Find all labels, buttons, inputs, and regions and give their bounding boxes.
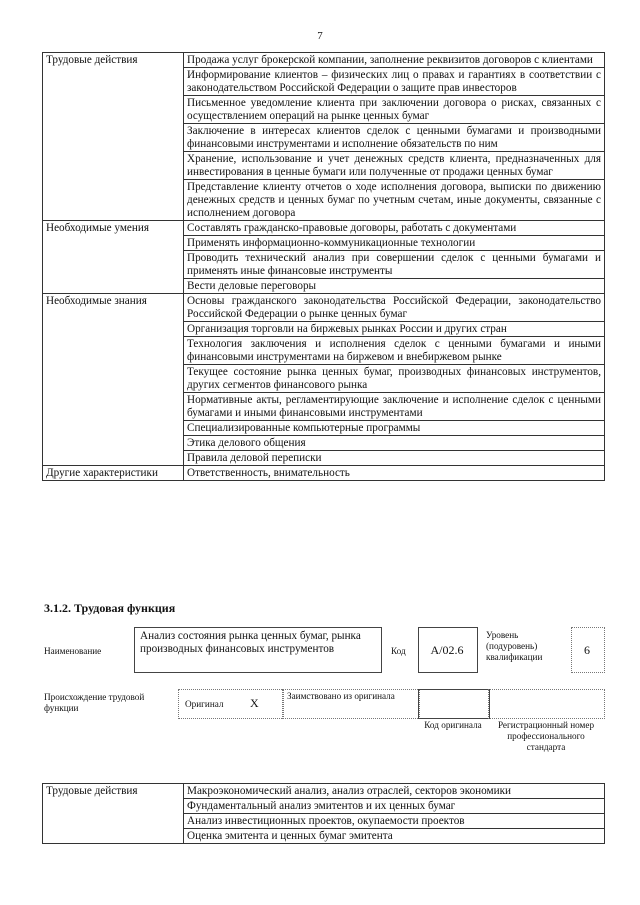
item-text: Специализированные компьютерные программы — [184, 421, 605, 436]
labor-function-table-1 — [42, 52, 605, 481]
reg-number-label: Регистрационный номер профессионального стандарта — [497, 720, 595, 752]
code-original-label: Код оригинала — [424, 720, 482, 730]
item-text: Хранение, использование и учет денежных средств клиента, предназначенных для инвестирования в ценные бумаги или полученные от продажи ценных бумаг — [184, 152, 605, 180]
item-text: Организация торговли на биржевых рынках России и других стран — [184, 322, 605, 337]
item-text: Составлять гражданско-правовые договоры, работать с документами — [184, 221, 605, 236]
group-label: Необходимые знания — [43, 294, 184, 466]
item-text: Текущее состояние рынка ценных бумаг, производных финансовых инструментов, других сегментов финансового рынка — [184, 365, 605, 393]
item-text: Технология заключения и исполнения сделок с ценными бумагами и иными финансовыми инструментами на биржевом и внебиржевом рынке — [184, 337, 605, 365]
table-row — [43, 221, 605, 236]
item-text: Представление клиенту отчетов о ходе исполнения договора, выписки по движению денежных средств и ценных бумаг по учетным счетам, иные документы, связанные с исполнением договора — [184, 180, 605, 221]
level-label: Уровень (подуровень) квалификации — [486, 630, 543, 662]
code-label: Код — [391, 646, 406, 656]
name-value: Анализ состояния рынка ценных бумаг, рынка производных финансовых инструментов — [140, 630, 361, 655]
item-text: Оценка эмитента и ценных бумаг эмитента — [184, 829, 605, 844]
table-row — [43, 53, 605, 68]
item-text: Письменное уведомление клиента при заключении договора о рисках, связанных с осуществлением операций на рынке ценных бумаг — [184, 96, 605, 124]
original-label: Оригинал — [185, 699, 224, 709]
group-label: Другие характеристики — [43, 466, 184, 481]
code-value: А/02.6 — [430, 643, 464, 657]
borrowed-label: Заимствовано из оригинала — [287, 691, 395, 701]
reg-number-box — [488, 689, 605, 719]
item-text: Правила деловой переписки — [184, 451, 605, 466]
item-text: Основы гражданского законодательства Российской Федерации, законодательство Российской Федерации о рынке ценных бумаг — [184, 294, 605, 322]
name-label: Наименование — [44, 646, 102, 656]
table-row — [43, 466, 605, 481]
item-text: Информирование клиентов – физических лиц о правах и гарантиях в соответствии с законодательством Российской Федерации о защите прав инвесторов — [184, 68, 605, 96]
item-text: Фундаментальный анализ эмитентов и их ценных бумаг — [184, 799, 605, 814]
item-text: Макроэкономический анализ, анализ отраслей, секторов экономики — [184, 784, 605, 799]
item-text: Ответственность, внимательность — [184, 466, 605, 481]
table-row — [43, 294, 605, 322]
item-text: Этика делового общения — [184, 436, 605, 451]
item-text: Применять информационно-коммуникационные технологии — [184, 236, 605, 251]
item-text: Заключение в интересах клиентов сделок с ценными бумагами и производными финансовыми инструментами и исполнение обязательств по ним — [184, 124, 605, 152]
item-text: Анализ инвестиционных проектов, окупаемости проектов — [184, 814, 605, 829]
item-text: Вести деловые переговоры — [184, 279, 605, 294]
labor-function-table-2 — [42, 783, 605, 844]
group-label: Трудовые действия — [43, 784, 184, 844]
item-text: Проводить технический анализ при совершении сделок с ценными бумагами и применять иные финансовые инструменты — [184, 251, 605, 279]
page-number: 7 — [317, 30, 323, 42]
item-text: Продажа услуг брокерской компании, заполнение реквизитов договоров с клиентами — [184, 53, 605, 68]
original-mark: X — [250, 696, 259, 710]
group-label: Трудовые действия — [43, 53, 184, 221]
code-original-box — [418, 689, 490, 719]
table-row — [43, 784, 605, 799]
level-value: 6 — [584, 643, 590, 657]
group-label: Необходимые умения — [43, 221, 184, 294]
section-title: 3.1.2. Трудовая функция — [44, 601, 176, 615]
origin-label: Происхождение трудовой функции — [44, 692, 145, 713]
item-text: Нормативные акты, регламентирующие заключение и исполнение сделок с ценными бумагами и иными финансовыми инструментами — [184, 393, 605, 421]
